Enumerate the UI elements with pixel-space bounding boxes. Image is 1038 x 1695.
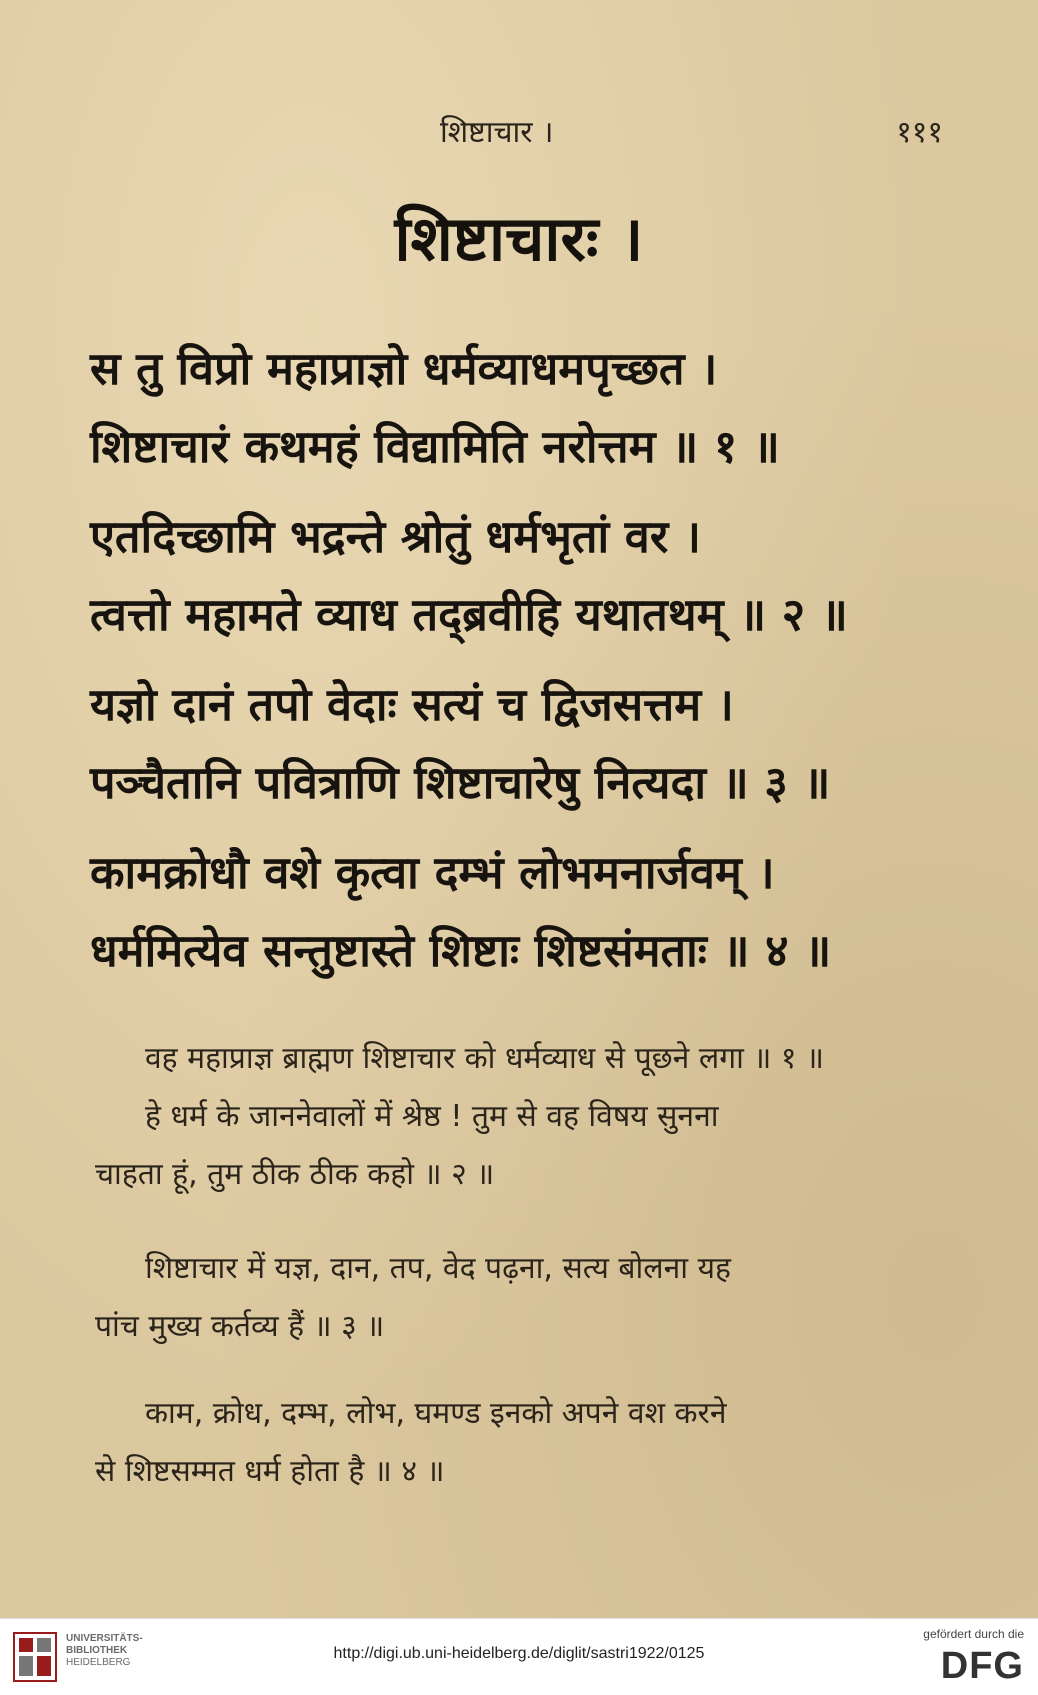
translation-line: पांच मुख्य कर्तव्य हैं ॥ ३ ॥ <box>95 1309 385 1344</box>
sanskrit-verses <box>90 330 970 1002</box>
translation-line: हे धर्म के जाननेवालों में श्रेष्ठ ! तुम से वह विषय सुनना <box>145 1099 719 1134</box>
chapter-title: शिष्टाचारः । <box>394 202 644 275</box>
verse-line: शिष्टाचारं कथमहं विद्यामिति नरोत्तम ॥ १ ॥ <box>90 420 780 473</box>
hindi-translation-1 <box>95 1030 955 1204</box>
verse-line: त्वत्तो महामते व्याध तद्ब्रवीहि यथातथम् ॥ २ ॥ <box>90 588 848 641</box>
verse-line: स तु विप्रो महाप्राज्ञो धर्मव्याधमपृच्छत । <box>90 342 718 395</box>
viewer-footer <box>0 1618 1038 1695</box>
translation-line: वह महाप्राज्ञ ब्राह्मण शिष्टाचार को धर्मव्याध से पूछने लगा ॥ १ ॥ <box>145 1041 825 1076</box>
verse-line: पञ्चैतानि पवित्राणि शिष्टाचारेषु नित्यदा ॥ ३ ॥ <box>90 756 831 809</box>
page-number: १११ <box>896 115 943 150</box>
verse-2 <box>90 498 970 654</box>
dfg-logo[interactable]: DFG <box>940 1645 1024 1687</box>
translation-line: से शिष्टसम्मत धर्म होता है ॥ ४ ॥ <box>95 1454 445 1489</box>
page-header <box>0 110 1038 160</box>
translation-line: काम, क्रोध, दम्भ, लोभ, घमण्ड इनको अपने वश करने <box>145 1396 727 1431</box>
verse-line: कामक्रोधौ वशे कृत्वा दम्भं लोभमनार्जवम् । <box>90 846 775 899</box>
verse-line: यज्ञो दानं तपो वेदाः सत्यं च द्विजसत्तम । <box>90 678 734 731</box>
verse-3 <box>90 666 970 822</box>
translation-line: चाहता हूं, तुम ठीक ठीक कहो ॥ २ ॥ <box>95 1157 495 1192</box>
verse-4 <box>90 834 970 990</box>
verse-1 <box>90 330 970 486</box>
verse-line: एतदिच्छामि भद्रन्ते श्रोतुं धर्मभृतां वर । <box>90 510 701 563</box>
hindi-translation-2 <box>95 1240 955 1356</box>
funding-label: gefördert durch die <box>923 1627 1024 1641</box>
hindi-translation-3 <box>95 1385 955 1501</box>
verse-line: धर्ममित्येव सन्तुष्टास्ते शिष्टाः शिष्टसंमताः ॥ ४ ॥ <box>90 924 832 977</box>
permalink-url[interactable]: http://digi.ub.uni-heidelberg.de/diglit/sastri1922/0125 <box>333 1645 705 1662</box>
running-head: शिष्टाचार । <box>440 115 554 150</box>
library-name[interactable]: UNIVERSITÄTS- BIBLIOTHEK HEIDELBERG <box>66 1633 143 1668</box>
translation-line: शिष्टाचार में यज्ञ, दान, तप, वेद पढ़ना, सत्य बोलना यह <box>145 1251 731 1286</box>
